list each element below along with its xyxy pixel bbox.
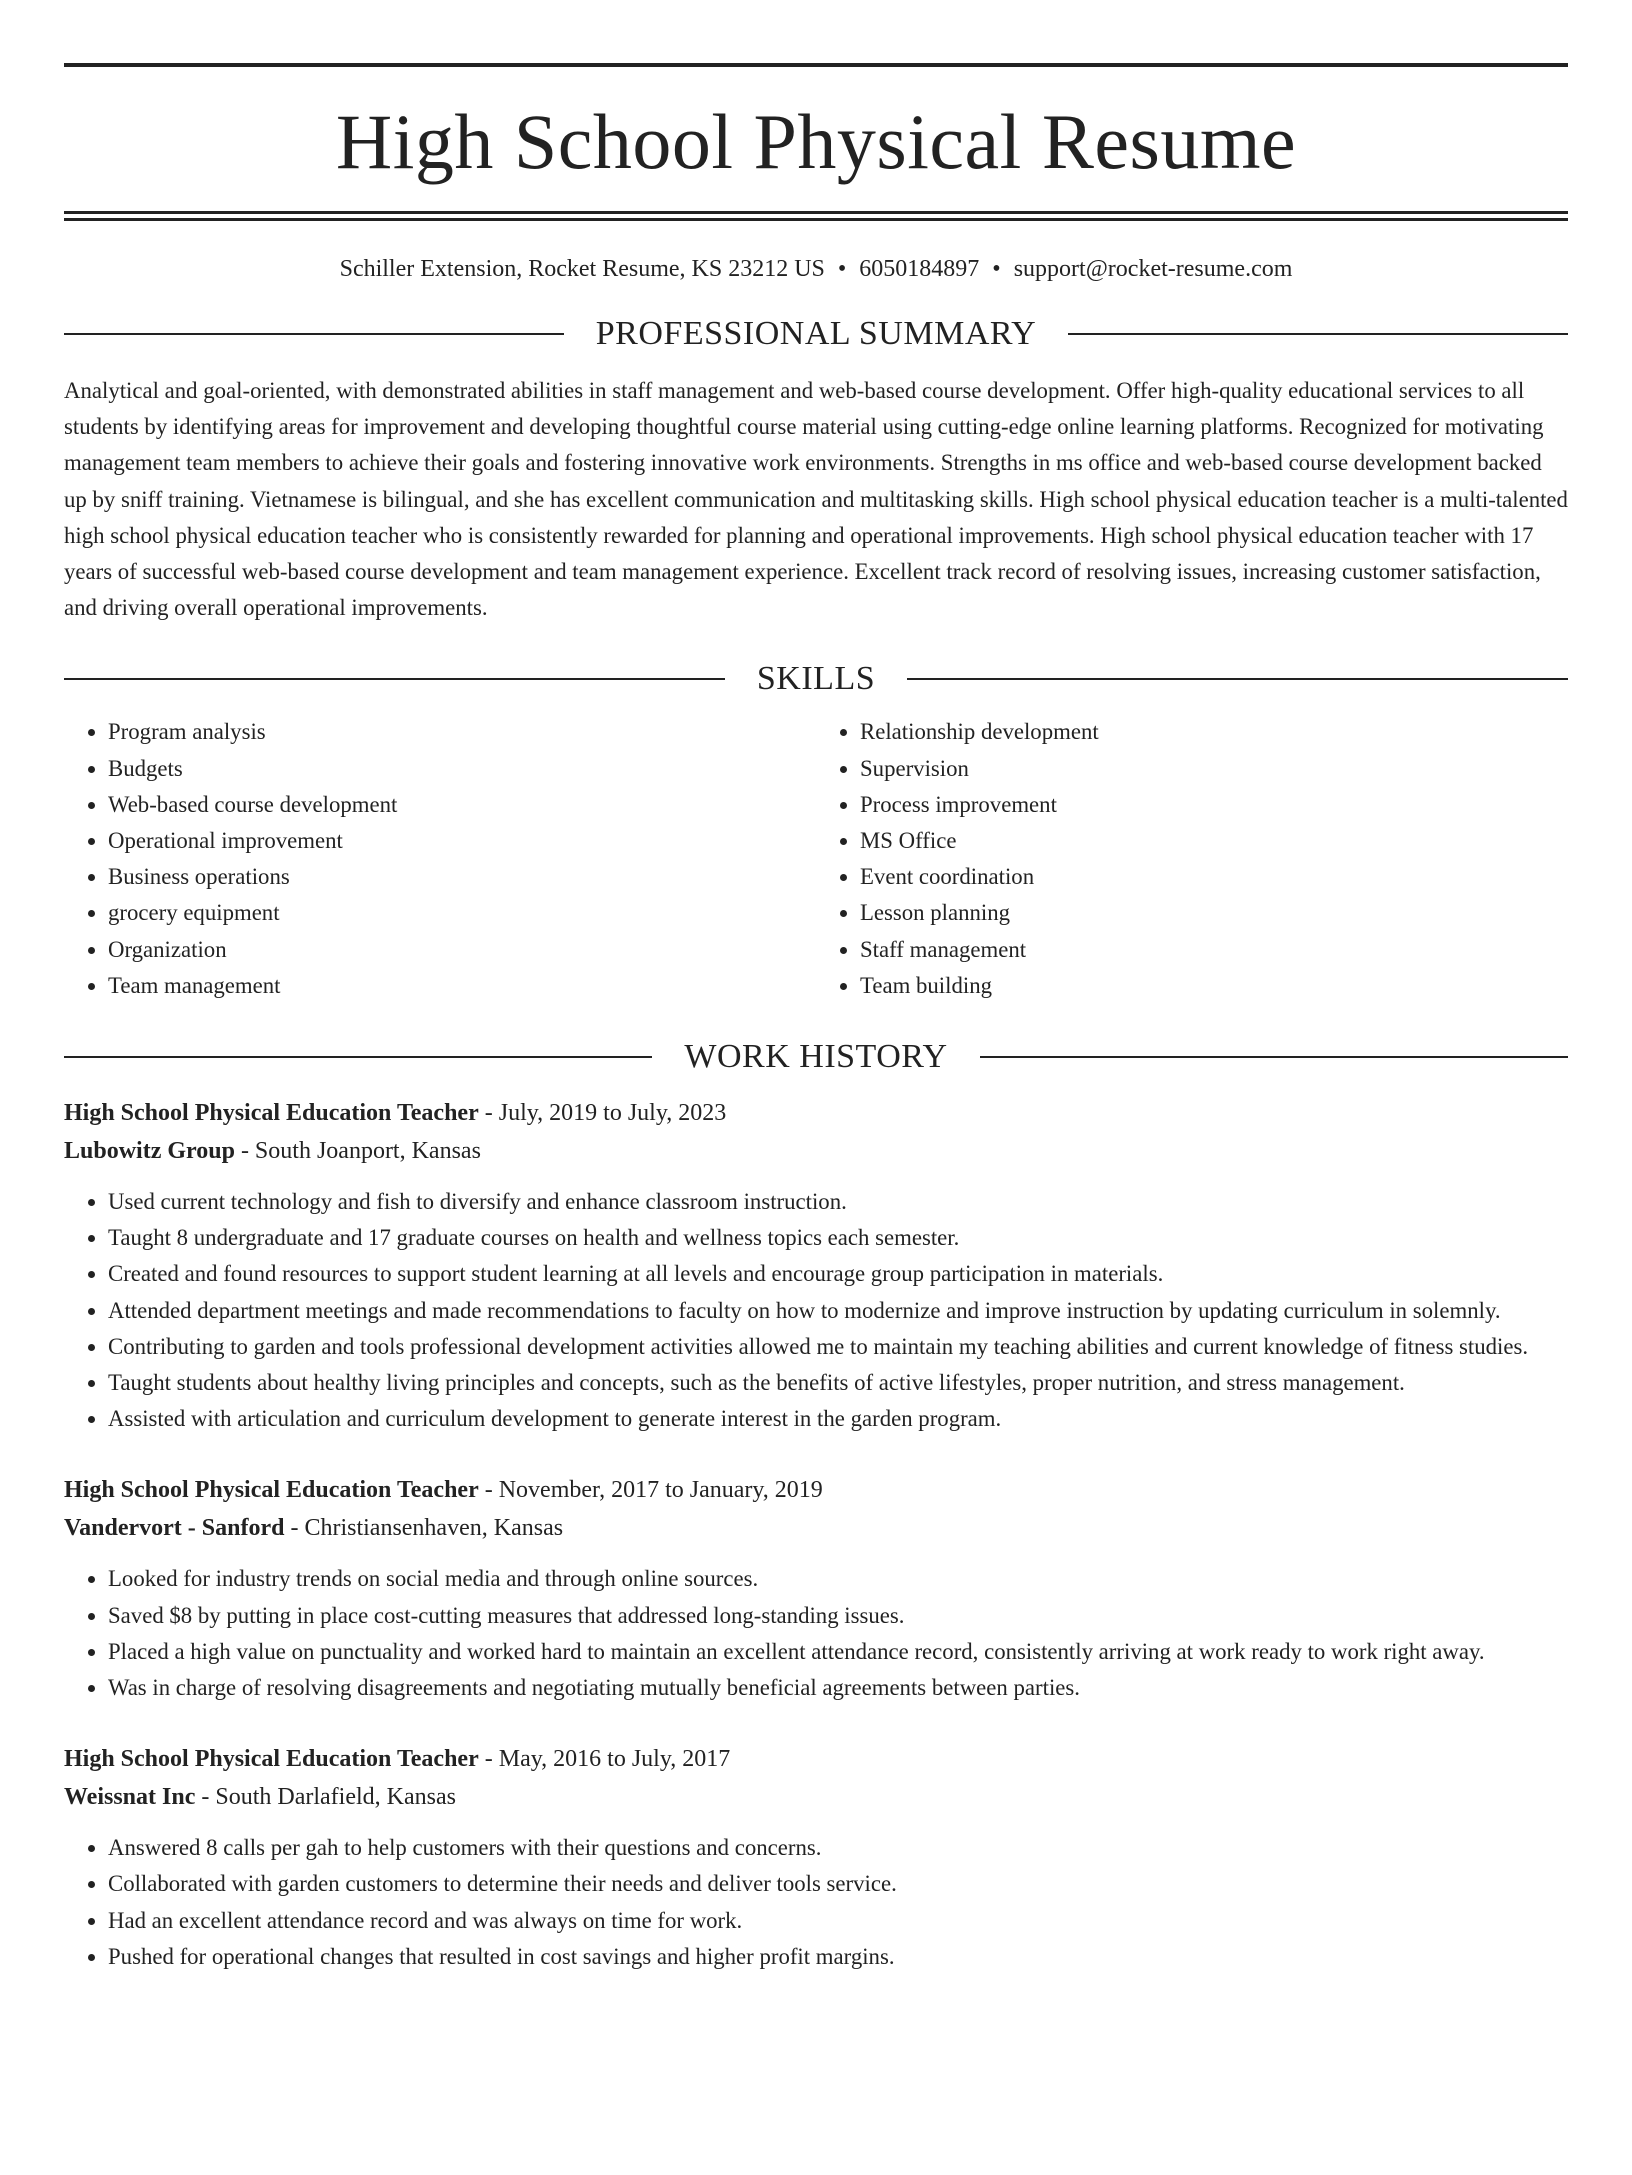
job-company-line: [64, 1132, 1568, 1170]
summary-paragraph: Analytical and goal-oriented, with demonstrated abilities in staff management and web-based course development. Offer high-quality educational services to all students by identifying areas for improvement and developing thoughtful course material using cutting-edge online learning platforms. Recognized for motivating management team members to achieve their goals and fostering innovative work environments. Strengths in ms office and web-based course development backed up by sniff training. Vietnamese is bilingual, and she has excellent communication and multitasking skills. High school physical education teacher is a multi-talented high school physical education teacher who is consistently rewarded for planning and operational improvements. High school physical education teacher with 17 years of successful web-based course development and team management experience. Excellent track record of resolving issues, increasing customer satisfaction, and driving overall operational improvements.: [64, 378, 1568, 621]
job-dates: - May, 2016 to July, 2017: [478, 1746, 731, 1773]
skill-item: • Event coordination: [860, 859, 1568, 895]
heading-rule-left: [64, 1056, 652, 1058]
job-title: High School Physical Education Teacher: [64, 1100, 479, 1127]
job-bullet: • Answered 8 calls per gah to help customers with their questions and concerns.: [108, 1830, 1568, 1866]
contact-line: [64, 257, 1568, 281]
job-company-line: [64, 1778, 1568, 1816]
job-company: Lubowitz Group: [64, 1138, 235, 1165]
job-dates: - November, 2017 to January, 2019: [478, 1477, 823, 1504]
skill-item: • Relationship development: [860, 714, 1568, 750]
job-bullet: • Created and found resources to support student learning at all levels and encourage group participation in materials.: [108, 1256, 1568, 1292]
job-bullet: • Taught students about healthy living principles and concepts, such as the benefits of active lifestyles, proper nutrition, and stress management.: [108, 1365, 1568, 1401]
summary-heading: [64, 317, 1568, 351]
job-bullet: • Saved $8 by putting in place cost-cutting measures that addressed long-standing issues.: [108, 1598, 1568, 1634]
resume-title: High School Physical Resume: [335, 98, 1297, 185]
job-location: - Christiansenhaven, Kansas: [284, 1515, 564, 1542]
job-location: - South Darlafield, Kansas: [195, 1784, 456, 1811]
skills-heading: [64, 662, 1568, 696]
job-bullet: • Looked for industry trends on social media and through online sources.: [108, 1561, 1568, 1597]
skill-item: • Staff management: [860, 932, 1568, 968]
job-company: Weissnat Inc: [64, 1784, 196, 1811]
job-title: High School Physical Education Teacher: [64, 1746, 479, 1773]
skill-item: • Program analysis: [108, 714, 816, 750]
skills-heading-label: SKILLS: [756, 660, 876, 698]
job-title: High School Physical Education Teacher: [64, 1477, 479, 1504]
job-dates: - July, 2019 to July, 2023: [478, 1100, 727, 1127]
job-bullet: • Had an excellent attendance record and was always on time for work.: [108, 1903, 1568, 1939]
job-entry: [64, 1094, 1568, 1437]
job-bullet: • Taught 8 undergraduate and 17 graduate courses on health and wellness topics each semester.: [108, 1220, 1568, 1256]
contact-separator: •: [992, 256, 1001, 282]
contact-email: support@rocket-resume.com: [1013, 256, 1293, 282]
job-bullet: • Placed a high value on punctuality and worked hard to maintain an excellent attendance record, consistently arriving at work ready to work right away.: [108, 1634, 1568, 1670]
top-rule: [64, 63, 1568, 67]
job-bullet-list: [64, 1184, 1568, 1437]
heading-rule-left: [64, 678, 725, 680]
job-bullet: • Pushed for operational changes that resulted in cost savings and higher profit margins.: [108, 1939, 1568, 1975]
job-company: Vandervort - Sanford: [64, 1515, 285, 1542]
skill-item: • Budgets: [108, 751, 816, 787]
job-bullet-list: [64, 1830, 1568, 1975]
skill-item: • Team management: [108, 968, 816, 1004]
skills-column-right: [816, 714, 1568, 1004]
heading-rule-left: [64, 333, 564, 335]
heading-rule-right: [1068, 333, 1568, 335]
contact-phone: 6050184897: [859, 256, 980, 282]
summary-heading-label: PROFESSIONAL SUMMARY: [595, 315, 1037, 352]
resume-page: [0, 63, 1632, 2175]
job-bullet: • Collaborated with garden customers to determine their needs and deliver tools service.: [108, 1866, 1568, 1902]
heading-rule-right: [907, 678, 1568, 680]
job-bullet: • Contributing to garden and tools professional development activities allowed me to maintain my teaching abilities and current knowledge of fitness studies.: [108, 1329, 1568, 1365]
job-company-line: [64, 1509, 1568, 1547]
skills-column-left: [64, 714, 816, 1004]
skill-item: • grocery equipment: [108, 895, 816, 931]
skill-item: • Organization: [108, 932, 816, 968]
skill-item: • Operational improvement: [108, 823, 816, 859]
title-double-rule: [64, 211, 1568, 221]
contact-separator: •: [837, 256, 847, 282]
skill-item: • Team building: [860, 968, 1568, 1004]
skill-item: • Process improvement: [860, 787, 1568, 823]
skill-item: • Web-based course development: [108, 787, 816, 823]
work-history-heading-label: WORK HISTORY: [684, 1038, 948, 1076]
job-bullet: • Used current technology and fish to diversify and enhance classroom instruction.: [108, 1184, 1568, 1220]
job-entry: [64, 1471, 1568, 1706]
job-title-line: [64, 1471, 1568, 1509]
heading-rule-right: [980, 1056, 1568, 1058]
skill-item: • Business operations: [108, 859, 816, 895]
skills-list: [64, 714, 1568, 1004]
job-location: - South Joanport, Kansas: [234, 1138, 481, 1165]
job-bullet-list: [64, 1561, 1568, 1706]
work-history-heading: [64, 1040, 1568, 1074]
job-bullet: • Assisted with articulation and curriculum development to generate interest in the garden program.: [108, 1401, 1568, 1437]
skill-item: • Supervision: [860, 751, 1568, 787]
skill-item: • MS Office: [860, 823, 1568, 859]
contact-address: Schiller Extension, Rocket Resume, KS 23212 US: [339, 256, 825, 282]
job-title-line: [64, 1740, 1568, 1778]
job-bullet: • Was in charge of resolving disagreements and negotiating mutually beneficial agreements between parties.: [108, 1670, 1568, 1706]
skill-item: • Lesson planning: [860, 895, 1568, 931]
job-bullet: • Attended department meetings and made recommendations to faculty on how to modernize and improve instruction by updating curriculum in solemnly.: [108, 1293, 1568, 1329]
job-entry: [64, 1740, 1568, 1975]
job-title-line: [64, 1094, 1568, 1132]
